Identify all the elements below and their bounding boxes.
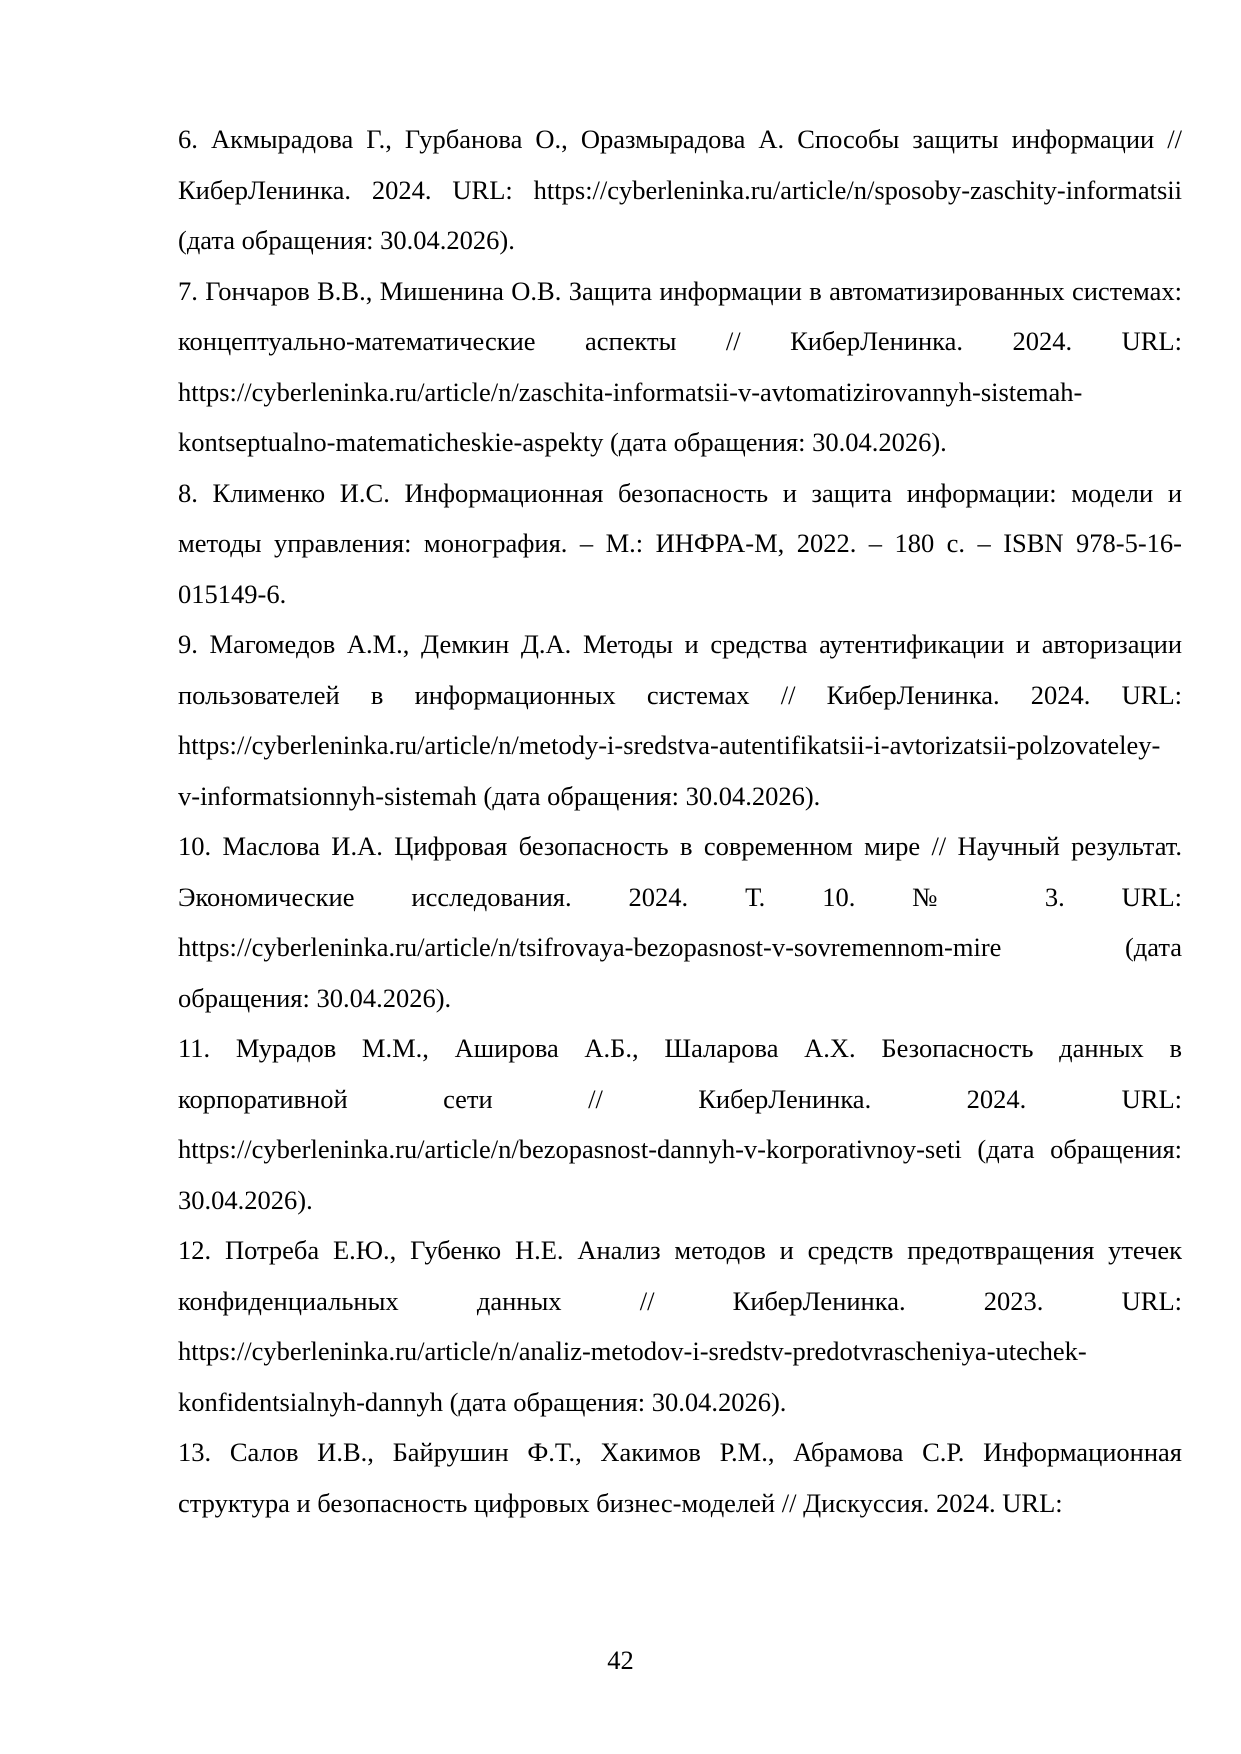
reference-list bbox=[178, 114, 1182, 1528]
reference-item-10: 10. Маслова И.А. Цифровая безопасность в современном мире // Научный результат. Экономические исследования. 2024. Т. 10. № 3. URL: https://cyberleninka.ru/article/n/tsifrovaya-bezopasnost-v-sovremennom-mire (дата обращения: 30.04.2026). bbox=[178, 831, 1182, 1013]
reference-item-9: 9. Магомедов А.М., Демкин Д.А. Методы и средства аутентификации и авторизации пользователей в информационных системах // КиберЛенинка. 2024. URL: https://cyberleninka.ru/article/n/metody-i-sredstva-autentifikatsii-i-avtorizatsii-polzovateley-v-informatsionnyh-sistemah (дата обращения: 30.04.2026). bbox=[178, 629, 1182, 811]
reference-item-6: 6. Акмырадова Г., Гурбанова О., Оразмырадова А. Способы защиты информации // КиберЛенинка. 2024. URL: https://cyberleninka.ru/article/n/sposoby-zaschity-informatsii (дата обращения: 30.04.2026). bbox=[178, 124, 1182, 255]
page-number: 42 bbox=[607, 1645, 634, 1675]
reference-item-8: 8. Клименко И.С. Информационная безопасность и защита информации: модели и методы управления: монография. – М.: ИНФРА-М, 2022. – 180 с. – ISBN 978-5-16-015149-6. bbox=[178, 477, 1182, 609]
reference-item-7: 7. Гончаров В.В., Мишенина О.В. Защита информации в автоматизированных системах: концептуально-математические аспекты // КиберЛенинка. 2024. URL: https://cyberleninka.ru/article/n/zaschita-informatsii-v-avtomatizirovannyh-sistemah-kontseptualno-matematicheskie-aspekty (дата обращения: 30.04.2026). bbox=[178, 275, 1182, 457]
reference-item-11: 11. Мурадов М.М., Аширова А.Б., Шаларова А.Х. Безопасность данных в корпоративной сети // КиберЛенинка. 2024. URL: https://cyberleninka.ru/article/n/bezopasnost-dannyh-v-korporativnoy-seti (дата обращения: 30.04.2026). bbox=[178, 1033, 1182, 1215]
reference-item-12: 12. Потреба Е.Ю., Губенко Н.Е. Анализ методов и средств предотвращения утечек конфиденциальных данных // КиберЛенинка. 2023. URL: https://cyberleninka.ru/article/n/analiz-metodov-i-sredstv-predotvrascheniya-utechek-konfidentsialnyh-dannyh (дата обращения: 30.04.2026). bbox=[178, 1235, 1182, 1417]
reference-item-13: 13. Салов И.В., Байрушин Ф.Т., Хакимов Р.М., Абрамова С.Р. Информационная структура и безопасность цифровых бизнес-моделей // Дискуссия. 2024. URL: bbox=[178, 1437, 1182, 1518]
